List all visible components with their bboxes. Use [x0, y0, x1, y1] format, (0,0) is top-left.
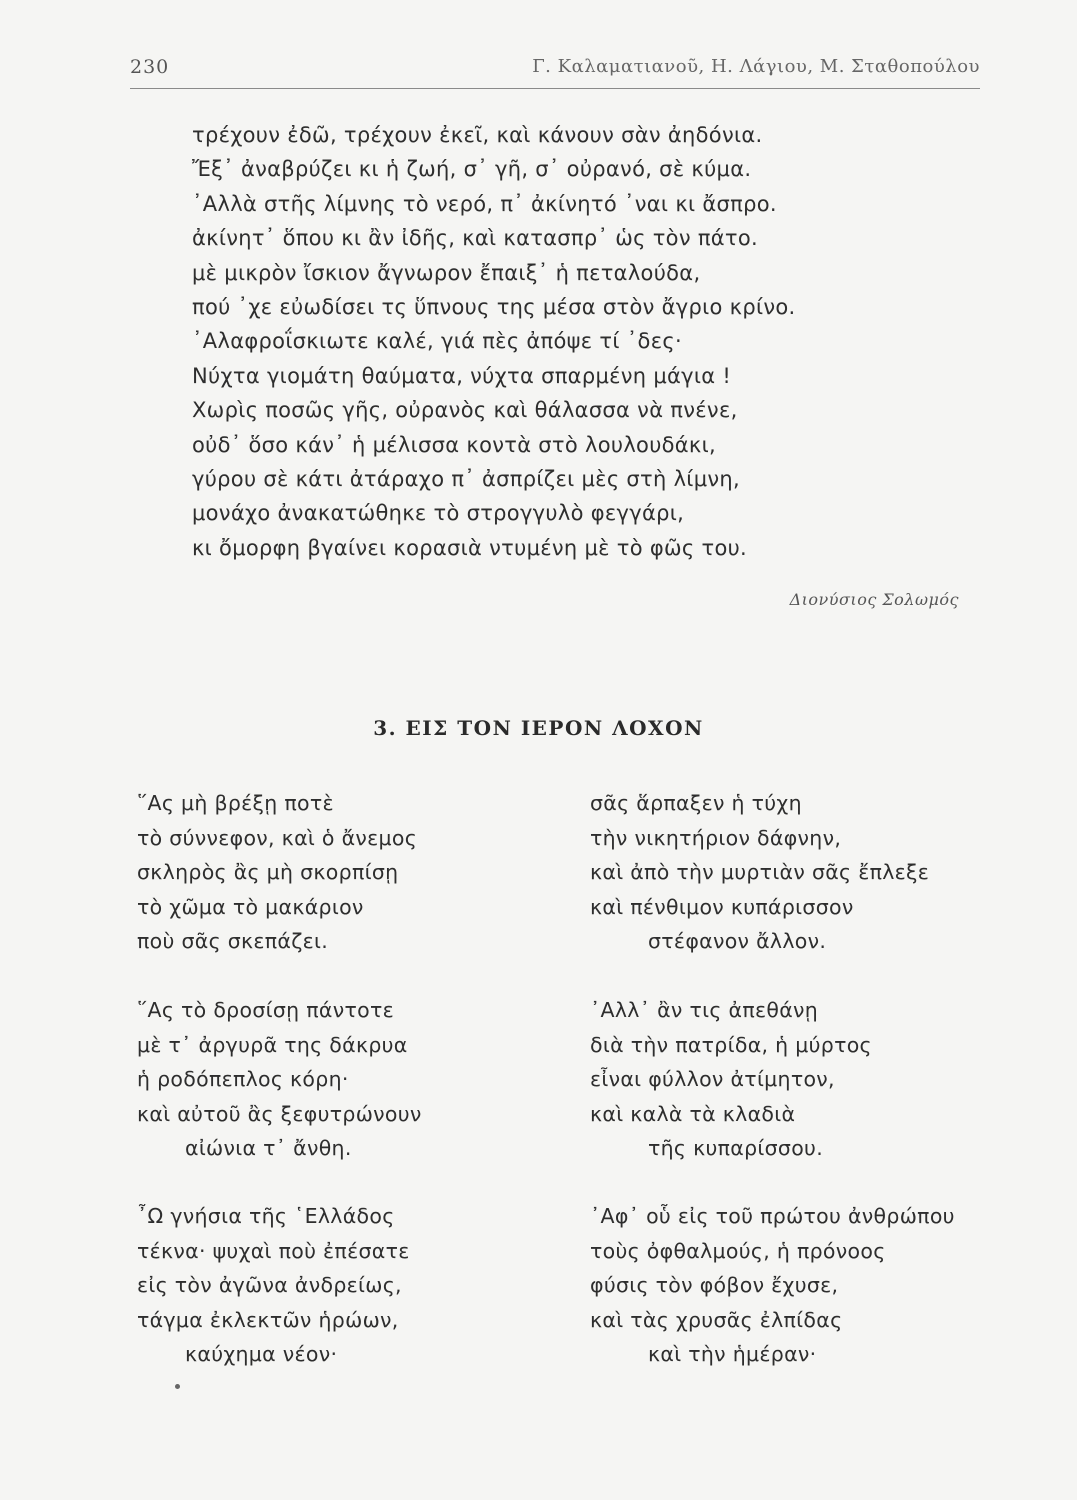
stanza-line: καὶ πένθιμον κυπάρισσον [590, 894, 854, 919]
poem-line: μὲ μικρὸν ἴσκιον ἄγνωρον ἔπαιξ᾿ ἡ πεταλούδα, [192, 260, 701, 285]
stanza-line: εἶναι φύλλον ἀτίμητον, [590, 1067, 835, 1091]
stanza-line: σκληρὸς ἂς μὴ σκορπίσῃ [137, 860, 399, 884]
stanza-line: καὶ καλὰ τὰ κλαδιὰ [590, 1101, 796, 1126]
poem-line: ᾿Αλλὰ στῆς λίμνης τὸ νερό, π᾿ ἀκίνητό ᾿ναι κι ἄσπρο. [192, 191, 777, 216]
poem-line: Χωρὶς ποσῶς γῆς, οὐρανὸς καὶ θάλασσα νὰ πνένε, [192, 398, 738, 423]
ink-speck [175, 1384, 180, 1389]
stanza-line: τοὺς ὀφθαλμούς, ἡ πρόνοος [590, 1238, 886, 1263]
stanza-line: τῆς κυπαρίσσου. [648, 1136, 824, 1160]
stanza-line: διὰ τὴν πατρίδα, ἡ μύρτος [590, 1032, 872, 1057]
stanza-line: τὴν νικητήριον δάφνην, [590, 825, 842, 850]
poem-line: Ἔξ᾿ ἀναβρύζει κι ἡ ζωή, σ᾿ γῆ, σ᾿ οὐρανό, σὲ κύμα. [192, 157, 752, 182]
poem-line: Νύχτα γιομάτη θαύματα, νύχτα σπαρμένη μάγια ! [192, 363, 732, 388]
stanza-line: τέκνα· ψυχαὶ ποὺ ἐπέσατε [137, 1238, 410, 1263]
page-number: 230 [130, 56, 170, 78]
stanza-line: καὶ τὰς χρυσᾶς ἐλπίδας [590, 1307, 843, 1332]
stanza-line: ἡ ροδόπεπλος κόρη· [137, 1067, 349, 1091]
stanza-line: τάγμα ἐκλεκτῶν ἡρώων, [137, 1307, 399, 1332]
poem-author: Διονύσιος Σολωμός [789, 590, 959, 609]
stanza-left-2 [137, 993, 422, 1166]
stanza-line: ᾿Αλλ᾿ ἂν τις ἀπεθάνῃ [590, 998, 819, 1022]
stanza-line: αἰώνια τ᾿ ἄνθη. [185, 1136, 352, 1160]
poem-line: τρέχουν ἐδῶ, τρέχουν ἐκεῖ, καὶ κάνουν σὰν ἀηδόνια. [192, 123, 763, 147]
stanza-line: τὸ σύννεφον, καὶ ὁ ἄνεμος [137, 825, 418, 850]
stanza-line: καὶ αὐτοῦ ἂς ξεφυτρώνουν [137, 1101, 422, 1126]
stanza-line: ῏Ω γνήσια τῆς ῾Ελλάδος [137, 1204, 395, 1228]
stanza-line: καὶ ἀπὸ τὴν μυρτιὰν σᾶς ἔπλεξε [590, 860, 930, 884]
stanza-line: καὶ τὴν ἡμέραν· [648, 1342, 817, 1366]
poem-line: γύρου σὲ κάτι ἀτάραχο π᾿ ἀσπρίζει μὲς στὴ λίμνη, [192, 466, 740, 491]
stanza-line: εἰς τὸν ἀγῶνα ἀνδρείως, [137, 1273, 402, 1297]
stanza-right-1 [590, 786, 929, 959]
poem-line: ἀκίνητ᾿ ὅπου κι ἂν ἰδῆς, καὶ κατασπρ᾿ ὡς τὸν πάτο. [192, 226, 758, 251]
page-header [130, 50, 980, 90]
stanza-left-1 [137, 786, 417, 959]
poem-excerpt [192, 118, 892, 565]
stanza-line: ῞Ας τὸ δροσίσῃ πάντοτε [137, 998, 394, 1022]
stanza-line: φύσις τὸν φόβον ἔχυσε, [590, 1273, 839, 1297]
poem-line: οὐδ᾿ ὅσο κάν᾿ ἡ μέλισσα κοντὰ στὸ λουλουδάκι, [192, 432, 716, 457]
stanza-right-2 [590, 993, 872, 1166]
stanza-line: καύχημα νέον· [185, 1342, 338, 1366]
poem-line: πού ᾿χε εὐωδίσει τς ὕπνους της μέσα στὸν ἄγριο κρίνο. [192, 294, 796, 319]
stanza-line: στέφανον ἄλλον. [648, 929, 827, 953]
running-head: Γ. Καλαματιανοῦ, Η. Λάγιου, Μ. Σταθοπούλου [532, 56, 980, 77]
stanza-line: ποὺ σᾶς σκεπάζει. [137, 929, 329, 953]
header-rule [130, 88, 980, 89]
stanza-line: σᾶς ἅρπαξεν ἡ τύχη [590, 791, 802, 815]
stanza-right-3 [590, 1199, 955, 1372]
stanza-left-3 [137, 1199, 410, 1372]
poem-line: κι ὄμορφη βγαίνει κορασιὰ ντυμένη μὲ τὸ φῶς του. [192, 535, 748, 560]
stanza-line: τὸ χῶμα τὸ μακάριον [137, 894, 364, 919]
section-title: 3. ΕΙΣ ΤΟΝ ΙΕΡΟΝ ΛΟΧΟΝ [373, 716, 704, 740]
poem-line: μονάχο ἀνακατώθηκε τὸ στρογγυλὸ φεγγάρι, [192, 501, 685, 526]
stanza-line: ᾿Αφ᾿ οὗ εἰς τοῦ πρώτου ἀνθρώπου [590, 1204, 955, 1228]
stanza-line: ῞Ας μὴ βρέξῃ ποτὲ [137, 791, 334, 815]
poem-line: ᾿Αλαφροΐσκιωτε καλέ, γιά πὲς ἀπόψε τί ᾿δες· [192, 329, 682, 354]
stanza-line: μὲ τ᾿ ἀργυρᾶ της δάκρυα [137, 1032, 408, 1057]
